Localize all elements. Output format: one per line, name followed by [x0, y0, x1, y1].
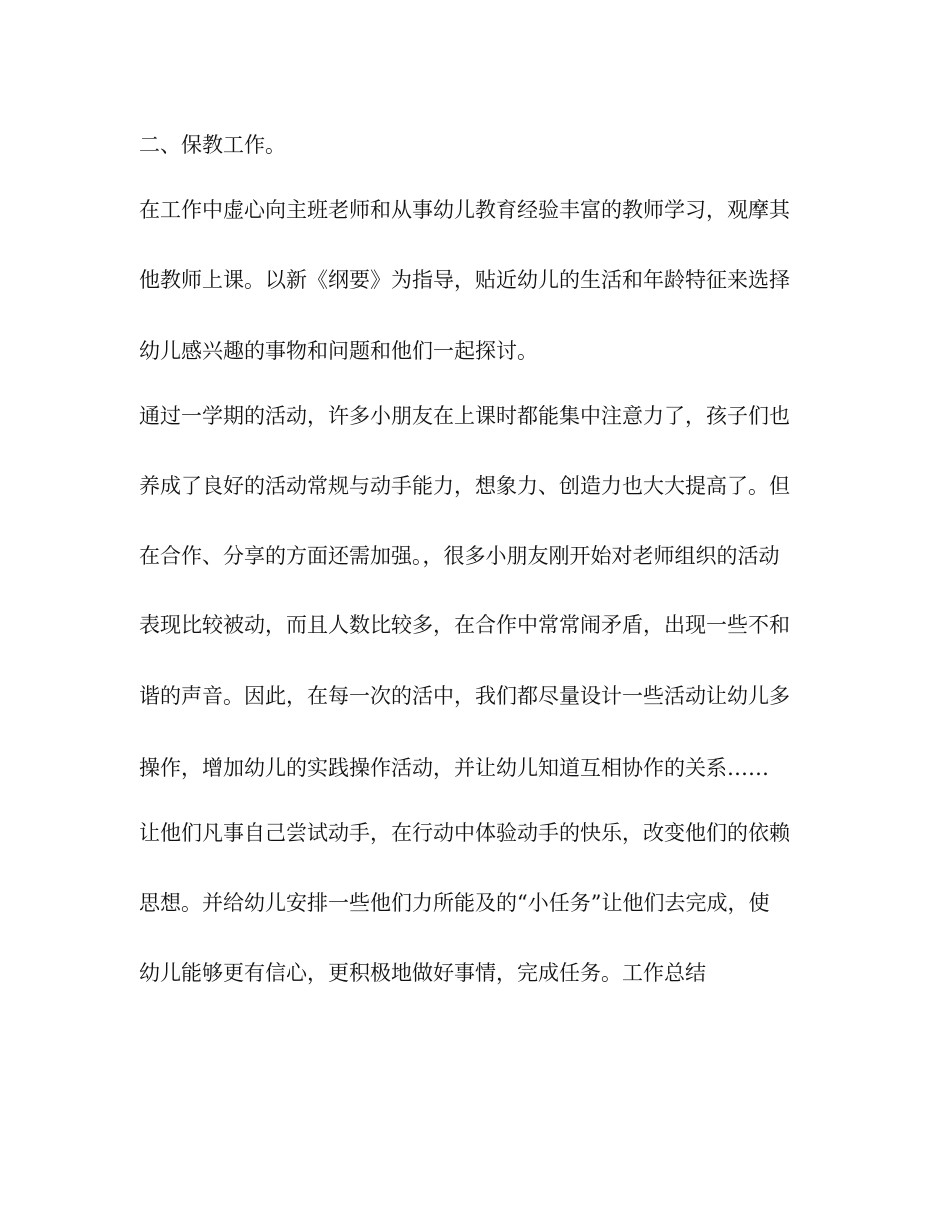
paragraph-line: 养成了良好的活动常规与动手能力，想象力、创造力也大大提高了。但 — [139, 474, 790, 498]
paragraph-line: 在合作、分享的方面还需加强。，很多小朋友刚开始对老师组织的活动 — [139, 544, 780, 568]
paragraph-line: 他教师上课。以新《纲要》为指导，贴近幼儿的生活和年龄特征来选择 — [139, 268, 790, 292]
paragraph-line: 操作，增加幼儿的实践操作活动，并让幼儿知道互相协作的关系…… — [139, 756, 769, 780]
section-heading: 二、保教工作。 — [139, 133, 286, 157]
paragraph-line: 思想。并给幼儿安排一些他们力所能及的“小任务”让他们去完成，使 — [139, 891, 770, 915]
paragraph-line: 在工作中虚心向主班老师和从事幼儿教育经验丰富的教师学习，观摩其 — [139, 198, 790, 222]
paragraph-line: 表现比较被动，而且人数比较多，在合作中常常闹矛盾，出现一些不和 — [139, 613, 790, 637]
paragraph-line: 幼儿感兴趣的事物和问题和他们一起探讨。 — [139, 339, 538, 363]
paragraph-line: 谐的声音。因此，在每一次的活中，我们都尽量设计一些活动让幼儿多 — [139, 684, 790, 708]
paragraph-line: 让他们凡事自己尝试动手，在行动中体验动手的快乐，改变他们的依赖 — [139, 821, 790, 845]
paragraph-line: 通过一学期的活动，许多小朋友在上课时都能集中注意力了，孩子们也 — [139, 404, 790, 428]
paragraph-line: 幼儿能够更有信心，更积极地做好事情，完成任务。工作总结 — [139, 961, 706, 985]
